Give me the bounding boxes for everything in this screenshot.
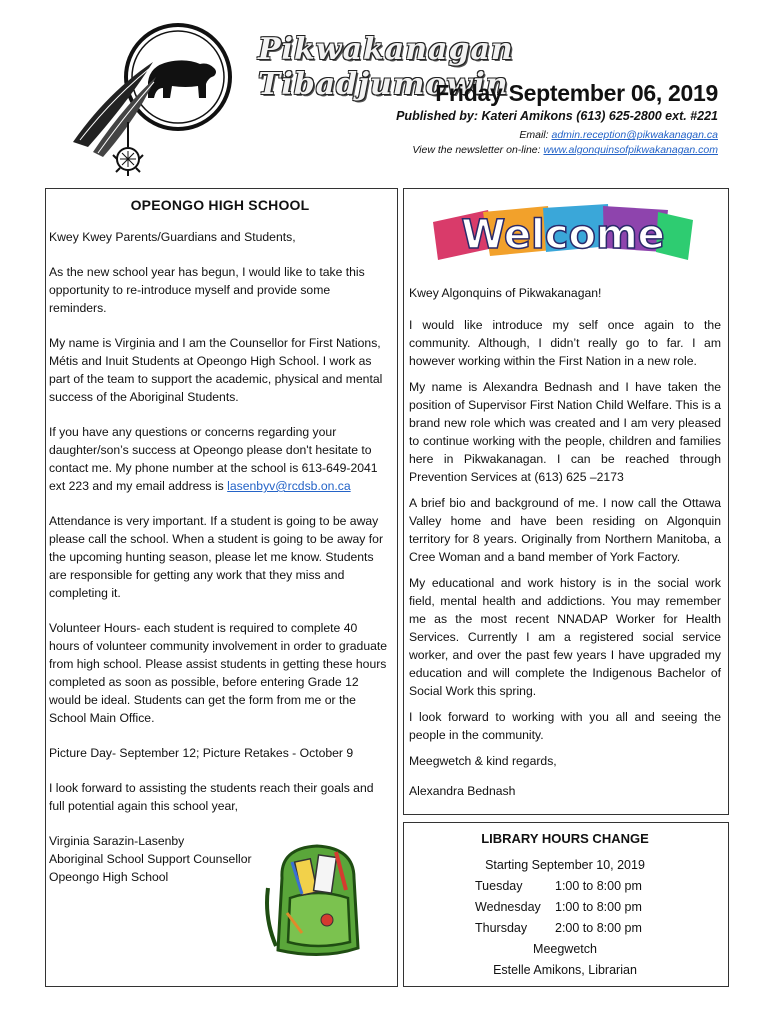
issue-date: Friday September 06, 2019 [435,80,718,106]
article-paragraph: As the new school year has begun, I would like to take this opportunity to re-introduce myself and provide some reminders. [49,265,365,315]
article-paragraph [49,423,391,495]
hours-time: 2:00 to 8:00 pm [555,921,642,935]
online-line [412,144,718,156]
article-paragraph: I look forward to working with you all and seeing the people in the community. [409,710,721,742]
article-title: OPEONGO HIGH SCHOOL [130,197,310,213]
article-paragraph: My name is Virginia and I am the Counsellor for First Nations, Métis and Inuit Students at Opeongo High School. I work as part of the team to support the academic, physical and mental success of the Aboriginal Students. [49,336,383,404]
welcome-article [409,284,721,808]
hours-row [404,897,726,918]
library-thanks: Meegwetch [533,942,597,956]
bear-logo-icon [68,22,248,182]
article-closing: Meegwetch & kind regards, [409,754,557,768]
hours-row [404,918,726,939]
signature-name: Virginia Sarazin-Lasenby [49,834,185,848]
article-paragraph: Volunteer Hours- each student is required to complete 40 hours of volunteer community involvement in order to graduate from high school. Please assist students in getting these hours completed as soon as possible, before entering Grade 12 would be ideal. Students can get the form from me or the School Main Office. [49,621,388,725]
library-signature: Estelle Amikons, Librarian [493,963,637,977]
contact-text: If you have any questions or concerns regarding your daughter/son’s success at Opeongo please don't hesitate to contact me. My phone number at the school is 613-649-2041 ext 223 and my email address is [49,425,378,493]
article-paragraph: I look forward to assisting the students reach their goals and full potential again this school year, [49,781,374,813]
masthead-title: Pikwakanagan Tibadjumowin [258,32,514,102]
publisher-line: Published by: Kateri Amikons (613) 625-2800 ext. #221 [396,109,718,123]
library-title: LIBRARY HOURS CHANGE [481,831,649,846]
welcome-banner [428,202,698,268]
library-start-date: Starting September 10, 2019 [485,858,645,872]
article-greeting: Kwey Kwey Parents/Guardians and Students, [49,230,296,244]
hours-time: 1:00 to 8:00 pm [555,900,642,914]
article-greeting: Kwey Algonquins of Pikwakanagan! [409,286,602,300]
article-paragraph: A brief bio and background of me. I now call the Ottawa Valley home and have been residing on Algonquin territory for 8 years. Originally from Northern Manitoba, a Cree Woman and a band member of York Factory. [409,496,721,564]
welcome-text: Welcome [461,212,665,258]
article-paragraph: My educational and work history is in the social work field, mental health and addictions. You may remember me as the most recent NNADAP Worker for Health Services. Currently I am a registered social service worker, and over the past few years I have upgraded my education and will complete the Indigenous Bachelor of Social Work this spring. [409,576,721,698]
article-signature: Alexandra Bednash [409,784,516,798]
library-hours-notice [404,828,726,981]
website-link[interactable]: www.algonquinsofpikwakanagan.com [543,144,718,156]
article-paragraph: My name is Alexandra Bednash and I have taken the position of Supervisor First Nation Child Welfare. This is a brand new role which was created and I am very pleased to continue working with the people, children and families here in Pikwakanagan. I can be reached through Prevention Services at (613) 625 –2173 [409,380,721,484]
email-line [519,129,718,141]
opeongo-article [49,196,391,886]
email-label: Email: [519,129,549,141]
online-label: View the newsletter on-line: [412,144,541,156]
hours-day: Wednesday [475,900,541,914]
backpack-icon [262,838,377,963]
article-paragraph: Attendance is very important. If a student is going to be away please call the school. When a student is going to be away for the upcoming hunting season, please let me know. Students are responsible for getting any work that they miss and completing it. [49,514,384,600]
hours-row [404,876,726,897]
article-paragraph: Picture Day- September 12; Picture Retakes - October 9 [49,746,354,760]
hours-day: Thursday [475,921,528,935]
counsellor-email-link[interactable]: lasenbyv@rcdsb.on.ca [227,479,351,493]
signature-school: Opeongo High School [49,870,169,884]
signature-title: Aboriginal School Support Counsellor [49,852,252,866]
article-paragraph: I would like introduce my self once again to the community. Although, I didn’t really go to far. I am however working within the First Nation in a new role. [409,318,721,368]
email-link[interactable]: admin.reception@pikwakanagan.ca [551,129,718,141]
hours-time: 1:00 to 8:00 pm [555,879,642,893]
hours-day: Tuesday [475,879,523,893]
